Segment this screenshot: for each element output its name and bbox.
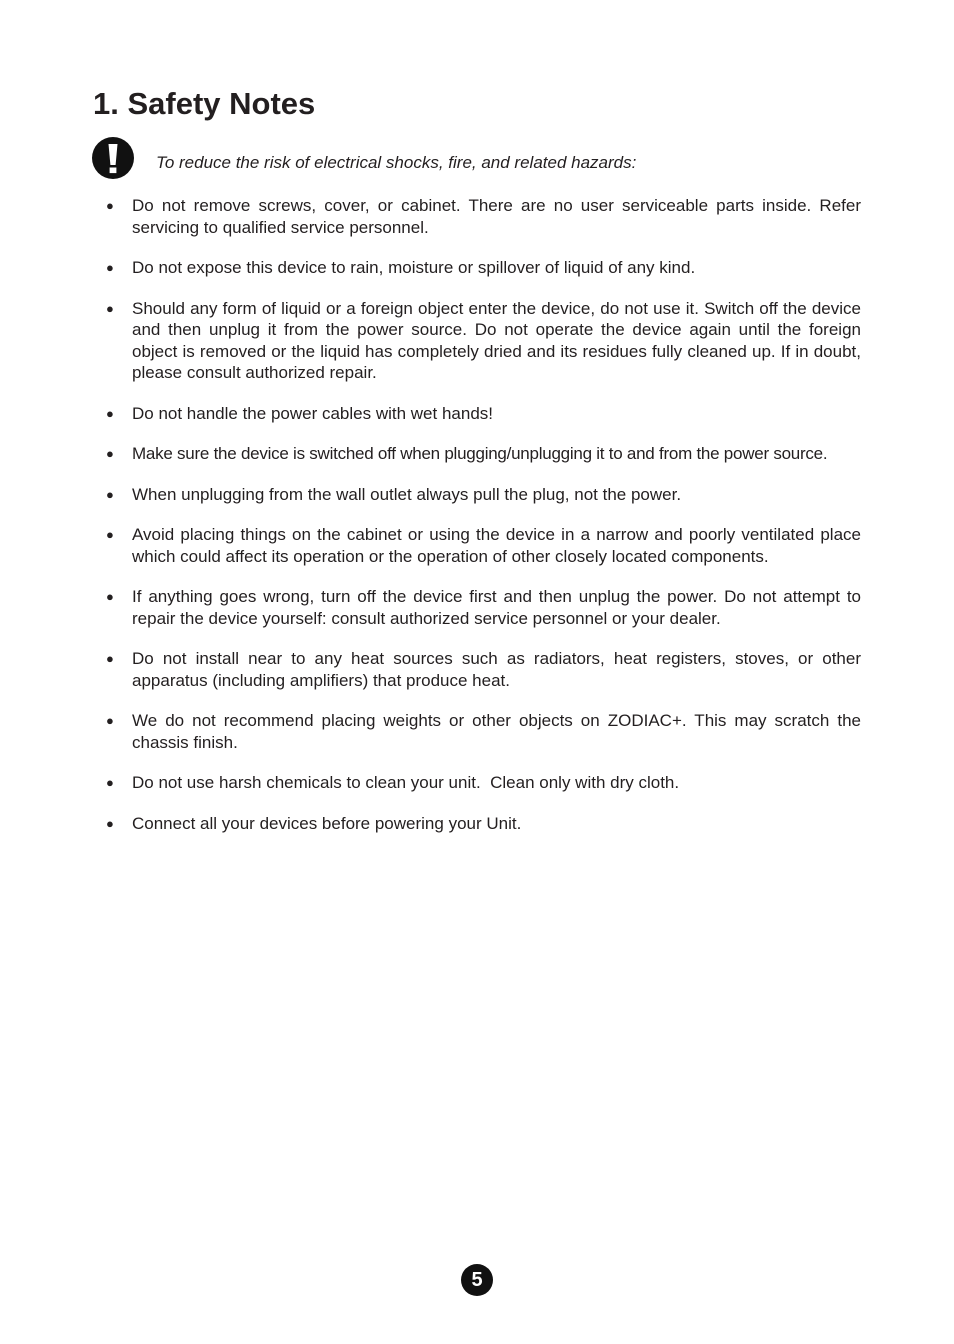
safety-notes-list — [106, 195, 861, 853]
list-item — [106, 403, 861, 425]
bullet-icon: ● — [106, 198, 114, 213]
list-item — [106, 772, 861, 794]
bullet-icon: ● — [106, 589, 114, 604]
bullet-icon: ● — [106, 300, 114, 316]
exclamation-circle-icon — [92, 137, 134, 179]
bullet-icon: ● — [106, 527, 114, 542]
bullet-icon: ● — [106, 405, 114, 421]
note-text: We do not recommend placing weights or other objects on ZODIAC+. This may scratch the chassis finish. — [132, 711, 861, 752]
bullet-icon: ● — [106, 713, 114, 728]
list-item — [106, 648, 861, 691]
bullet-icon: ● — [106, 815, 114, 831]
bullet-icon: ● — [106, 486, 114, 502]
note-text: If anything goes wrong, turn off the device first and then unplug the power. Do not attempt to repair the device yourself: consult authorized service personnel or your dealer. — [132, 587, 861, 628]
note-text: Avoid placing things on the cabinet or using the device in a narrow and poorly ventilated place which could affect its operation or the operation of other closely located components. — [132, 525, 861, 566]
note-text: Should any form of liquid or a foreign object enter the device, do not use it. Switch off the device and then unplug it from the power source. Do not operate the device again until the foreign object is removed or the liquid has completely dried and its residues fully cleaned up. If in doubt, please consult authorized repair. — [132, 298, 861, 382]
note-text: When unplugging from the wall outlet always pull the plug, not the power. — [132, 484, 682, 504]
bullet-icon: ● — [106, 651, 114, 666]
list-item — [106, 524, 861, 567]
list-item — [106, 710, 861, 753]
note-text: Do not handle the power cables with wet hands! — [132, 403, 494, 423]
list-item — [106, 257, 861, 279]
list-item — [106, 813, 861, 835]
list-item — [106, 298, 861, 384]
note-text: Do not expose this device to rain, moisture or spillover of liquid of any kind. — [132, 258, 696, 277]
note-text: Connect all your devices before powering your Unit. — [132, 813, 522, 833]
list-item — [106, 195, 861, 238]
page-number: 5 — [461, 1264, 493, 1296]
bullet-icon: ● — [106, 260, 114, 275]
note-text: Do not use harsh chemicals to clean your unit. Clean only with dry cloth. — [132, 773, 680, 792]
bullet-icon: ● — [106, 446, 114, 461]
note-text: Do not install near to any heat sources such as radiators, heat registers, stoves, or other apparatus (including amplifiers) that produce heat. — [132, 649, 861, 690]
list-item — [106, 484, 861, 506]
note-text: Make sure the device is switched off when plugging/unplugging it to and from the power source. — [132, 444, 828, 463]
warning-intro: To reduce the risk of electrical shocks, fire, and related hazards: — [156, 153, 637, 172]
page-title: 1. Safety Notes — [93, 86, 316, 121]
bullet-icon: ● — [106, 775, 114, 790]
list-item — [106, 586, 861, 629]
note-text: Do not remove screws, cover, or cabinet. There are no user serviceable parts inside. Refer servicing to qualified service personnel. — [132, 196, 861, 237]
list-item — [106, 443, 861, 465]
